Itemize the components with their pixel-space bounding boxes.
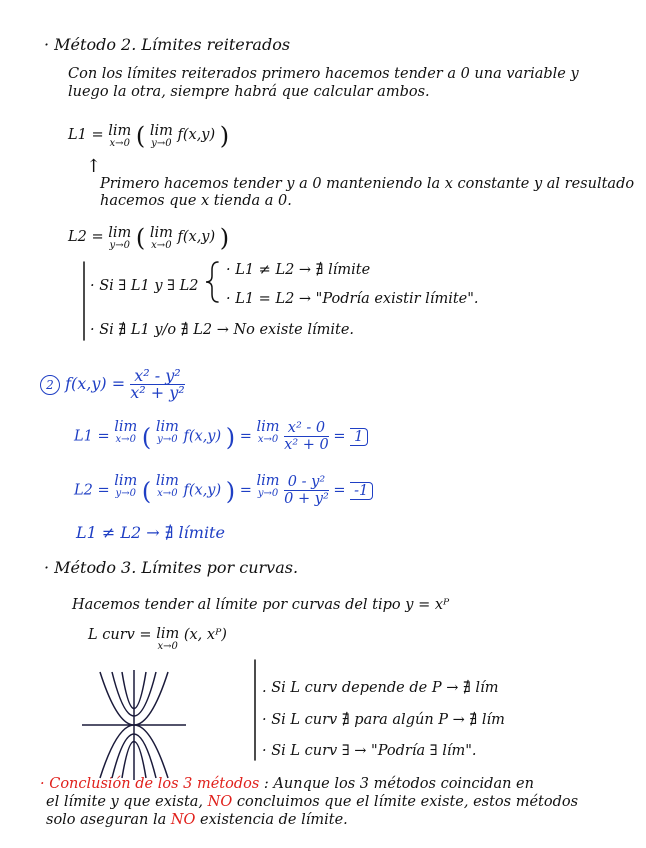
- lim-operator: lim x→0: [114, 419, 138, 445]
- metodo3-item1: . Si L curv depende de P → ∄ lím: [262, 680, 499, 696]
- lim-operator: lim y→0: [108, 225, 132, 251]
- lim-operator: lim y→0: [155, 419, 179, 445]
- no-emphasis: NO: [170, 812, 196, 828]
- lcurv-label: L curv =: [88, 627, 152, 643]
- l1-result: 1: [350, 428, 368, 446]
- cases-brace: [206, 262, 218, 302]
- function-fraction: $\frac{\text{x² - y²}}{\text{x² + y²}}$: [130, 366, 185, 402]
- function-term: f(x,y): [177, 229, 216, 245]
- up-arrow-icon: ↑: [86, 156, 102, 177]
- conclusion-line1: · Conclusión de los 3 métodos : Aunque los 3 métodos coincidan en: [40, 776, 534, 792]
- l2-definition: L2 = lim y→0 ( lim x→0 f(x,y) ): [68, 224, 230, 252]
- condition-exist: · Si ∃ L1 y ∃ L2: [90, 278, 199, 294]
- metodo2-title: · Método 2. Límites reiterados: [44, 35, 291, 54]
- case-equal: · L1 = L2 → "Podría existir límite".: [226, 291, 479, 307]
- conclusion-heading: Conclusión de los 3 métodos: [49, 776, 260, 792]
- condition-not-exist: · Si ∄ L1 y/o ∄ L2 → No existe límite.: [90, 322, 355, 338]
- lim-operator: lim x→0: [149, 225, 173, 251]
- l1-label: L1 =: [74, 428, 110, 445]
- note-line2: hacemos que x tienda a 0.: [100, 193, 292, 209]
- metodo3-item2: · Si L curv ∄ para algún P → ∄ lím: [262, 712, 505, 728]
- metodo3-item3: · Si L curv ∃ → "Podría ∃ lím".: [262, 743, 477, 759]
- lim-operator: lim x→0: [108, 123, 132, 149]
- lim-operator: lim y→0: [114, 473, 138, 499]
- example2-conclusion: L1 ≠ L2 → ∄ límite: [76, 523, 225, 542]
- conclusion-line2: el límite y que exista, NO concluimos que el límite existe, estos métodos: [46, 794, 579, 810]
- l2-result: -1: [350, 482, 373, 500]
- l1-label: L1 =: [68, 127, 104, 143]
- case-not-equal: · L1 ≠ L2 → ∄ límite: [226, 262, 371, 278]
- lcurv-argument: (x, xᴾ): [183, 627, 227, 643]
- function-term: f(x,y): [183, 428, 222, 445]
- lim-operator: lim x→0: [256, 419, 280, 445]
- lim-operator: lim x→0: [155, 473, 179, 499]
- l2-label: L2 =: [68, 229, 104, 245]
- l1-fraction: $\frac{\text{x² - 0}}{\text{x² + 0}}$: [284, 420, 329, 453]
- lim-operator: lim y→0: [149, 123, 173, 149]
- example-number-badge: 2: [40, 375, 60, 395]
- lim-operator: lim y→0: [256, 473, 280, 499]
- function-label: f(x,y) =: [65, 374, 126, 393]
- example2-l2: L2 = lim y→0 ( lim x→0 f(x,y) ) = lim y→0 $\frac{\text{0 - y²}}{\text{0 + y²}}$ = -1: [74, 474, 373, 507]
- metodo3-intro: Hacemos tender al límite por curvas del tipo y = xᴾ: [72, 597, 450, 613]
- l2-label: L2 =: [74, 482, 110, 499]
- curve-formula: y = xᴾ: [405, 597, 450, 613]
- metodo2-intro-line1: Con los límites reiterados primero hacemos tender a 0 una variable y: [68, 66, 579, 82]
- no-emphasis: NO: [207, 794, 233, 810]
- metodo3-title: · Método 3. Límites por curvas.: [44, 558, 299, 577]
- metodo2-intro-line2: luego la otra, siempre habrá que calcular ambos.: [68, 84, 430, 100]
- l2-fraction: $\frac{\text{0 - y²}}{\text{0 + y²}}$: [284, 474, 329, 507]
- curves-sketch: [82, 670, 186, 780]
- note-line1: Primero hacemos tender y a 0 manteniendo la x constante y al resultado: [100, 176, 635, 192]
- example2-l1: L1 = lim x→0 ( lim y→0 f(x,y) ) = lim x→0 $\frac{\text{x² - 0}}{\text{x² + 0}}$ = 1: [74, 420, 368, 453]
- function-term: f(x,y): [177, 127, 216, 143]
- function-term: f(x,y): [183, 482, 222, 499]
- l1-definition: L1 = lim x→0 ( lim y→0 f(x,y) ): [68, 122, 230, 150]
- lim-operator: lim x→0: [156, 626, 180, 652]
- conclusion-line3: solo aseguran la NO existencia de límite.: [46, 812, 348, 828]
